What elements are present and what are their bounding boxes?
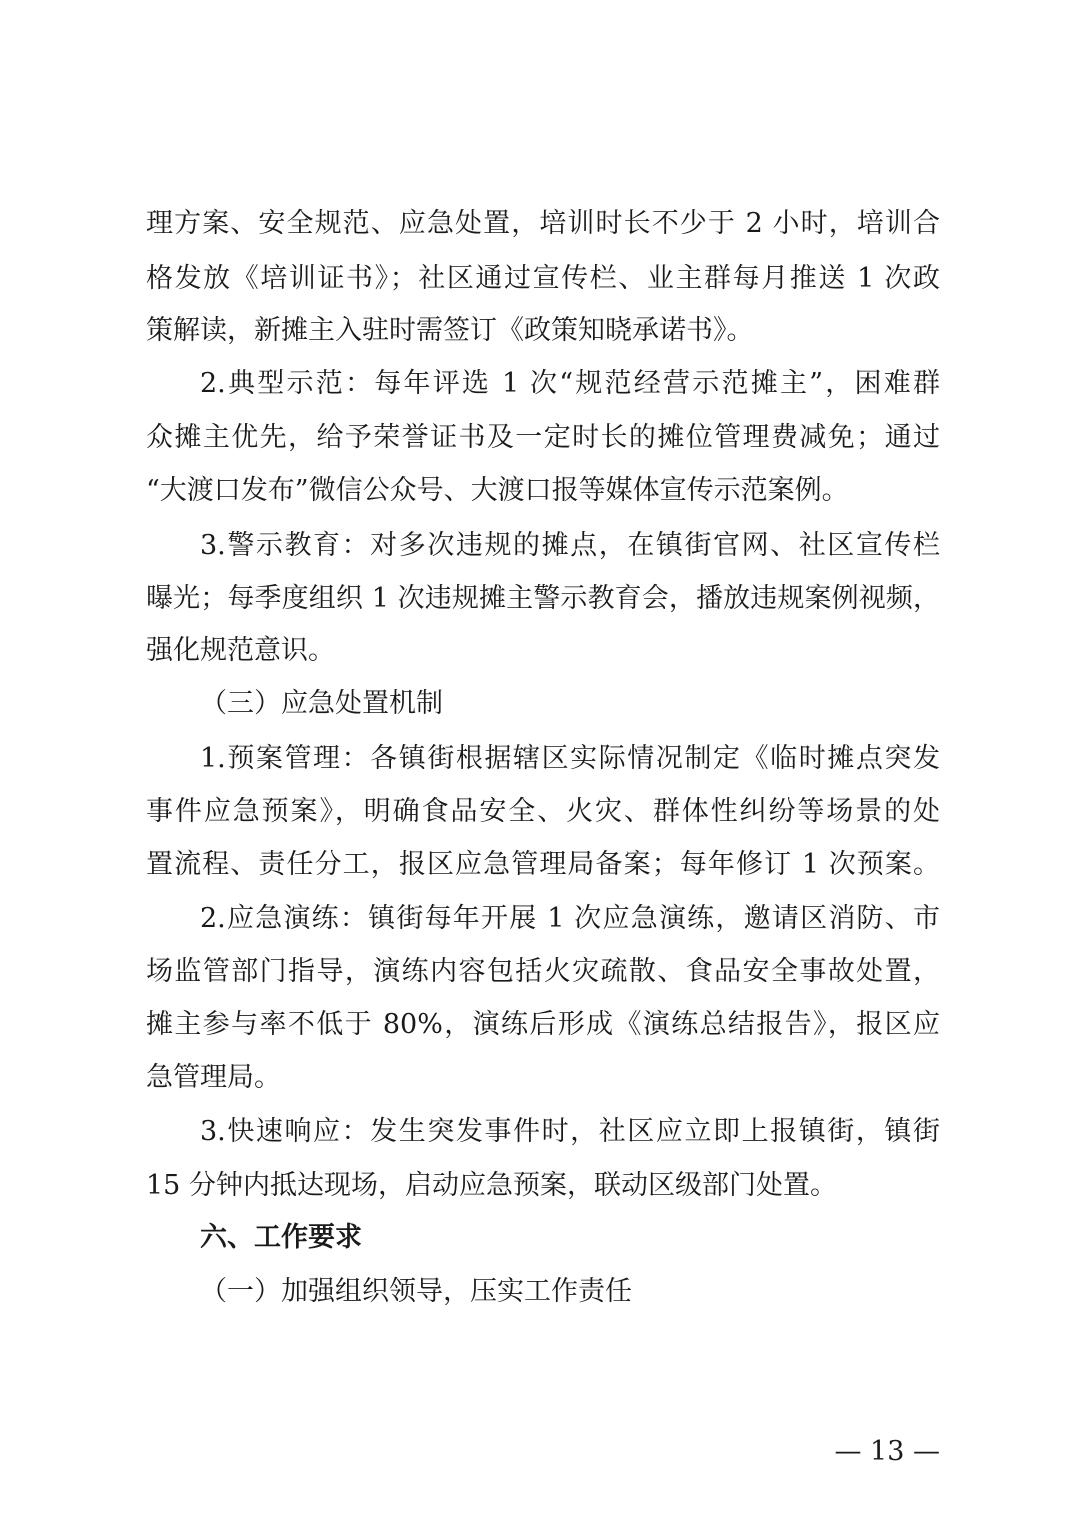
paragraph-first-line: 2.应急演练：镇街每年开展 1 次应急演练，邀请区消防、市 — [200, 903, 940, 934]
body-line: 场监管部门指导，演练内容包括火灾疏散、食品安全事故处置， — [146, 956, 940, 987]
paragraph-first-line: 3.快速响应：发生突发事件时，社区应立即上报镇街，镇街 — [200, 1116, 940, 1147]
body-line: 强化规范意识。 — [146, 635, 335, 666]
body-line: 事件应急预案》，明确食品安全、火灾、群体性纠纷等场景的处 — [146, 796, 940, 827]
body-line: 15 分钟内抵达现场，启动应急预案，联动区级部门处置。 — [146, 1170, 837, 1201]
body-line: 曝光；每季度组织 1 次违规摊主警示教育会，播放违规案例视频， — [146, 583, 940, 614]
body-line: “大渡口发布”微信公众号、大渡口报等媒体宣传示范案例。 — [146, 475, 849, 506]
paragraph-first-line: 3.警示教育：对多次违规的摊点，在镇街官网、社区宣传栏 — [200, 530, 940, 561]
body-line: 理方案、安全规范、应急处置，培训时长不少于 2 小时，培训合 — [146, 208, 940, 239]
page-number: — 13 — — [834, 1436, 940, 1467]
body-line: 众摊主优先，给予荣誉证书及一定时长的摊位管理费减免；通过 — [146, 422, 940, 453]
body-line: 格发放《培训证书》；社区通过宣传栏、业主群每月推送 1 次政 — [146, 263, 940, 294]
body-line: 置流程、责任分工，报区应急管理局备案；每年修订 1 次预案。 — [146, 849, 940, 880]
section-heading: 六、工作要求 — [200, 1222, 362, 1253]
paragraph-first-line: 2.典型示范：每年评选 1 次“规范经营示范摊主”，困难群 — [200, 368, 940, 399]
body-line: 摊主参与率不低于 80%，演练后形成《演练总结报告》，报区应 — [146, 1009, 940, 1040]
body-line: 急管理局。 — [146, 1062, 281, 1093]
section-subheading: （一）加强组织领导，压实工作责任 — [200, 1276, 632, 1307]
paragraph-first-line: 1.预案管理：各镇街根据辖区实际情况制定《临时摊点突发 — [200, 743, 940, 774]
section-subheading: （三）应急处置机制 — [200, 688, 443, 719]
body-line: 策解读，新摊主入驻时需签订《政策知晓承诺书》。 — [146, 315, 754, 346]
